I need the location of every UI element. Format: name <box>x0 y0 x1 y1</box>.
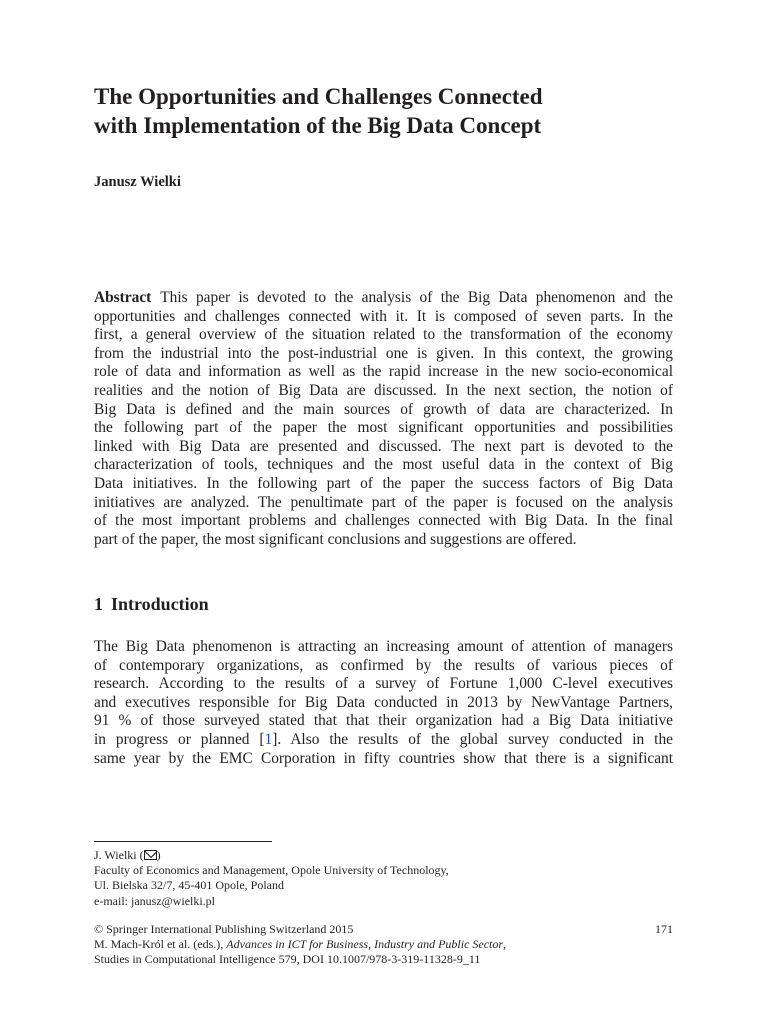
abstract-label: Abstract <box>94 289 152 306</box>
intro-line: in progress or planned [1]. Also the results of the global survey conducted in the <box>94 730 673 748</box>
section-title: Introduction <box>111 594 209 614</box>
author-name: Janusz Wielki <box>94 174 181 190</box>
citation-line: M. Mach-Król et al. (eds.), Advances in ICT for Business, Industry and Public Sector, <box>94 937 507 952</box>
copyright-row <box>94 922 673 937</box>
section-heading <box>94 593 209 615</box>
envelope-icon <box>144 850 157 860</box>
abstract-line: role of data and information as well as the rapid increase in the new socio-economical <box>94 363 673 381</box>
intro-line: and executives responsible for Big Data conducted in 2013 by NewVantage Partners, <box>94 693 673 711</box>
series-line: Studies in Computational Intelligence 579, DOI 10.1007/978-3-319-11328-9_11 <box>94 952 481 967</box>
abstract-line: Abstract This paper is devoted to the analysis of the Big Data phenomenon and the <box>94 289 673 306</box>
page-number: 171 <box>655 922 673 936</box>
abstract-line: from the industrial into the post-industrial one is given. In this context, the growing <box>94 344 673 362</box>
abstract-line: characterization of tools, techniques and the most useful data in the context of Big <box>94 456 673 474</box>
citation-link[interactable]: 1 <box>264 730 273 748</box>
title-line-2: with Implementation of the Big Data Concept <box>94 113 542 138</box>
copyright-notice: © Springer International Publishing Switzerland 2015 <box>94 922 354 936</box>
footnote-author-line: J. Wielki ( ) <box>94 848 161 862</box>
publication-info <box>94 922 673 968</box>
author-footnote <box>94 848 449 909</box>
abstract-line: first, a general overview of the situation related to the transformation of the economy <box>94 326 673 344</box>
paper-title <box>94 82 694 140</box>
intro-line: 91 % of those surveyed stated that that their organization had a Big Data initiative <box>94 712 673 730</box>
abstract-line: the following part of the paper the most significant opportunities and possibilities <box>94 419 673 437</box>
book-title: Advances in ICT for Business, Industry and Public Sector <box>226 937 504 952</box>
footnote-email: e-mail: janusz@wielki.pl <box>94 893 216 908</box>
abstract-line: linked with Big Data are presented and discussed. The next part is devoted to the <box>94 437 673 455</box>
section-number: 1 <box>94 594 103 614</box>
abstract-line: initiatives are analyzed. The penultimate part of the paper is focused on the analysis <box>94 493 673 511</box>
intro-line: The Big Data phenomenon is attracting an increasing amount of attention of managers <box>94 638 673 655</box>
footnote-divider <box>94 841 272 842</box>
abstract-line: opportunities and challenges connected with it. It is composed of seven parts. In the <box>94 307 673 325</box>
abstract-line: realities and the notion of Big Data are discussed. In the next section, the notion of <box>94 381 673 399</box>
footnote-address: Ul. Bielska 32/7, 45-401 Opole, Poland <box>94 878 284 893</box>
abstract <box>94 289 673 549</box>
footnote-affiliation: Faculty of Economics and Management, Opole University of Technology, <box>94 863 449 878</box>
intro-line: same year by the EMC Corporation in fifty countries show that there is a significant <box>94 749 673 767</box>
abstract-line: part of the paper, the most significant conclusions and suggestions are offered. <box>94 530 577 548</box>
intro-line: research. According to the results of a survey of Fortune 1,000 C-level executives <box>94 675 673 693</box>
intro-line: of contemporary organizations, as confirmed by the results of various pieces of <box>94 656 673 674</box>
introduction-paragraph <box>94 638 673 768</box>
abstract-line: Big Data is defined and the main sources of growth of data are characterized. In <box>94 400 673 418</box>
abstract-line: Data initiatives. In the following part of the paper the success factors of Big Data <box>94 474 673 492</box>
title-line-1: The Opportunities and Challenges Connected <box>94 84 543 109</box>
abstract-line: of the most important problems and challenges connected with Big Data. In the final <box>94 512 673 530</box>
